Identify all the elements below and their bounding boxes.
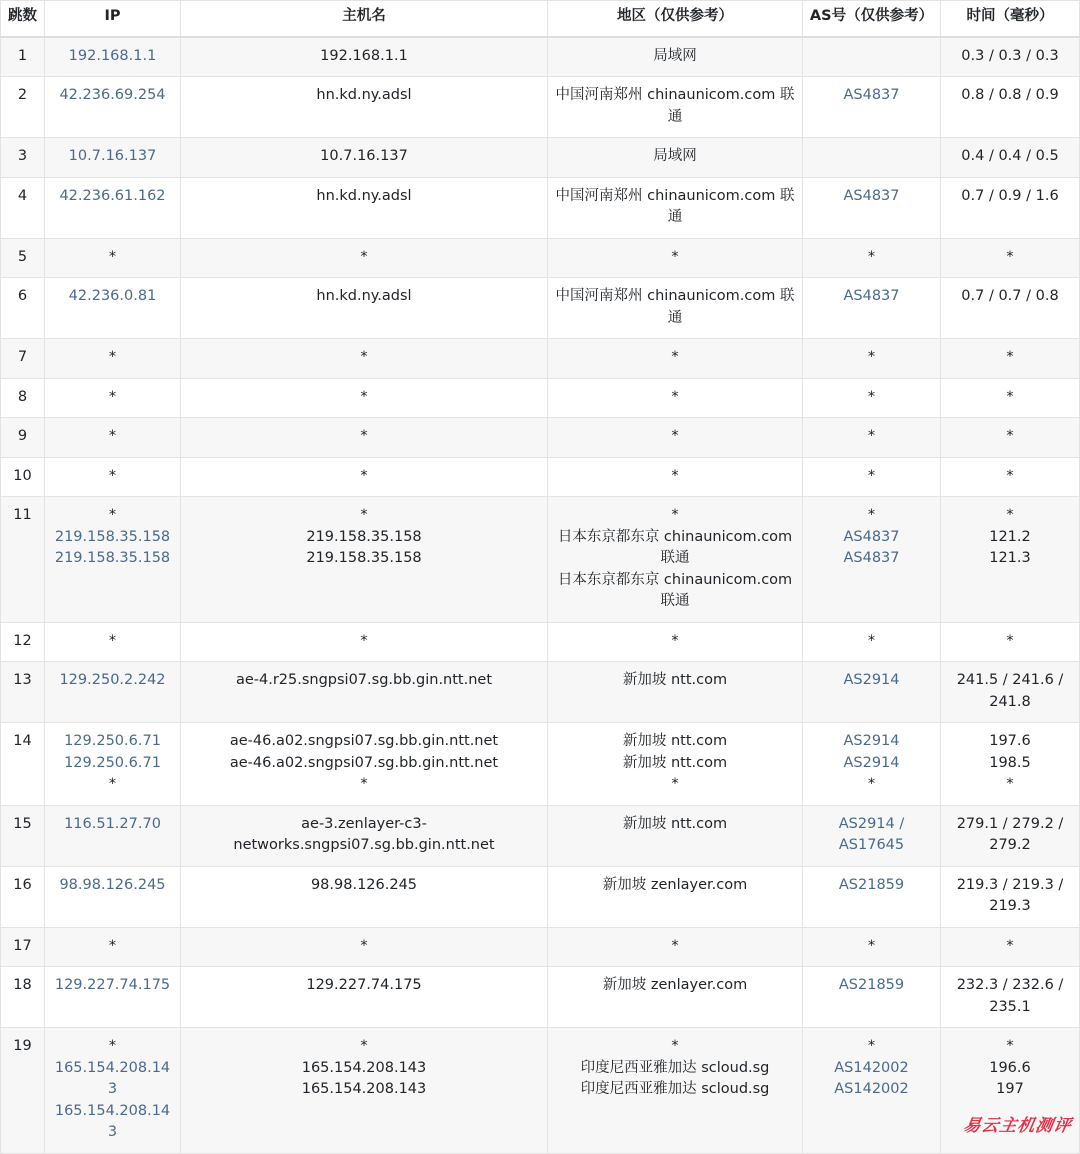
ip-cell: [45, 723, 181, 806]
geo-cell: [548, 497, 803, 623]
time-text: 196.6: [989, 1059, 1031, 1076]
timeout-marker: *: [108, 467, 117, 484]
geo-cell: [548, 967, 803, 1028]
as-cell: [803, 805, 941, 866]
as-cell: [803, 77, 941, 138]
geo-text: 新加坡 ntt.com: [622, 733, 728, 749]
timeout-marker: *: [867, 507, 876, 523]
header-hostname: 主机名: [181, 1, 548, 37]
geo-cell: [548, 622, 803, 662]
hop-number: 13: [1, 662, 45, 723]
hostname-cell: [181, 378, 548, 418]
time-cell: [941, 238, 1080, 278]
geo-cell: [548, 378, 803, 418]
ip-cell: [45, 497, 181, 623]
hop-number: 10: [1, 457, 45, 497]
timeout-marker: *: [867, 428, 876, 444]
time-text: 197.6: [989, 733, 1031, 749]
as-cell: [803, 927, 941, 967]
table-row: [1, 238, 1080, 278]
time-cell: [941, 967, 1080, 1028]
host-text: 219.158.35.158: [306, 550, 422, 566]
as-link[interactable]: AS21859: [838, 876, 905, 893]
hostname-cell: [181, 77, 548, 138]
timeout-marker: *: [867, 776, 876, 792]
as-link[interactable]: AS2914 / AS17645: [838, 815, 905, 853]
time-text: 241.5 / 241.6 / 241.8: [956, 672, 1064, 710]
header-ip: IP: [45, 1, 181, 37]
host-text: ae-4.r25.sngpsi07.sg.bb.gin.ntt.net: [235, 672, 493, 688]
time-cell: [941, 138, 1080, 178]
as-cell: [803, 723, 941, 806]
ip-cell: [45, 37, 181, 77]
ip-link[interactable]: 129.250.2.242: [59, 672, 166, 688]
timeout-marker: *: [360, 248, 368, 265]
time-cell: [941, 77, 1080, 138]
time-cell: [941, 418, 1080, 458]
hop-number: 12: [1, 622, 45, 662]
geo-cell: [548, 662, 803, 723]
hostname-cell: [181, 723, 548, 806]
as-cell: [803, 497, 941, 623]
time-text: 197: [996, 1081, 1024, 1097]
as-cell: [803, 457, 941, 497]
timeout-marker: *: [671, 632, 679, 649]
timeout-marker: *: [360, 507, 368, 523]
timeout-marker: *: [1006, 1038, 1014, 1054]
hop-number: 4: [1, 177, 45, 238]
ip-cell: [45, 805, 181, 866]
timeout-marker: *: [1006, 776, 1014, 792]
host-text: 129.227.74.175: [306, 977, 422, 993]
hostname-cell: [181, 1028, 548, 1154]
ip-cell: [45, 866, 181, 927]
time-text: 121.3: [989, 550, 1031, 566]
host-text: ae-46.a02.sngpsi07.sg.bb.gin.ntt.net: [229, 754, 499, 771]
ip-link[interactable]: 116.51.27.70: [64, 815, 161, 832]
ip-cell: [45, 457, 181, 497]
table-row: [1, 418, 1080, 458]
hop-number: 15: [1, 805, 45, 866]
time-cell: [941, 805, 1080, 866]
timeout-marker: *: [1006, 388, 1014, 405]
ip-cell: [45, 418, 181, 458]
ip-cell: [45, 177, 181, 238]
timeout-marker: *: [108, 1038, 117, 1054]
time-cell: [941, 1028, 1080, 1154]
timeout-marker: *: [1006, 632, 1014, 649]
hostname-cell: [181, 238, 548, 278]
as-link[interactable]: AS142002: [834, 1059, 909, 1076]
hostname-cell: [181, 967, 548, 1028]
host-text: ae-3.zenlayer-c3-networks.sngpsi07.sg.bb.gin.ntt.net: [233, 815, 495, 853]
time-cell: [941, 339, 1080, 379]
geo-cell: [548, 457, 803, 497]
timeout-marker: *: [867, 349, 876, 365]
time-cell: [941, 177, 1080, 238]
timeout-marker: *: [360, 428, 368, 444]
table-row: [1, 622, 1080, 662]
geo-text: 日本东京都东京 chinaunicom.com 联通: [557, 571, 793, 609]
timeout-marker: *: [1006, 428, 1014, 444]
hostname-cell: [181, 805, 548, 866]
header-time: 时间（毫秒）: [941, 1, 1080, 37]
hostname-cell: [181, 339, 548, 379]
ip-link[interactable]: 192.168.1.1: [68, 47, 157, 64]
ip-cell: [45, 622, 181, 662]
timeout-marker: *: [360, 1038, 368, 1054]
ip-cell: [45, 1028, 181, 1154]
as-cell: [803, 418, 941, 458]
ip-link[interactable]: 129.250.6.71: [64, 733, 161, 749]
timeout-marker: *: [360, 388, 368, 405]
time-cell: [941, 497, 1080, 623]
ip-link[interactable]: 219.158.35.158: [54, 550, 171, 566]
time-text: 0.8 / 0.8 / 0.9: [961, 87, 1059, 103]
as-cell: [803, 967, 941, 1028]
hostname-cell: [181, 622, 548, 662]
time-cell: [941, 278, 1080, 339]
time-text: 219.3 / 219.3 / 219.3: [956, 876, 1064, 914]
time-text: 279.1 / 279.2 / 279.2: [956, 815, 1064, 853]
as-cell: [803, 238, 941, 278]
table-body: [1, 37, 1080, 1154]
timeout-marker: *: [360, 776, 368, 792]
timeout-marker: *: [1006, 349, 1014, 365]
timeout-marker: *: [360, 467, 368, 484]
hostname-cell: [181, 278, 548, 339]
time-cell: [941, 37, 1080, 77]
ip-cell: [45, 927, 181, 967]
ip-link[interactable]: 165.154.208.143: [54, 1059, 171, 1097]
ip-cell: [45, 138, 181, 178]
geo-cell: [548, 278, 803, 339]
time-cell: [941, 866, 1080, 927]
ip-link[interactable]: 42.236.69.254: [59, 87, 166, 103]
ip-cell: [45, 967, 181, 1028]
ip-link[interactable]: 129.227.74.175: [54, 977, 171, 993]
hop-number: 11: [1, 497, 45, 623]
host-text: hn.kd.ny.adsl: [316, 288, 412, 304]
time-cell: [941, 457, 1080, 497]
as-cell: [803, 378, 941, 418]
as-link[interactable]: AS2914: [843, 754, 900, 771]
table-row: [1, 177, 1080, 238]
as-link[interactable]: AS21859: [838, 977, 905, 993]
timeout-marker: *: [108, 776, 117, 792]
geo-text: 新加坡 zenlayer.com: [602, 876, 748, 893]
ip-cell: [45, 378, 181, 418]
table-row: [1, 278, 1080, 339]
as-link[interactable]: AS2914: [843, 733, 900, 749]
timeout-marker: *: [867, 937, 876, 954]
timeout-marker: *: [108, 937, 117, 954]
timeout-marker: *: [1006, 937, 1014, 954]
host-text: hn.kd.ny.adsl: [316, 87, 412, 103]
geo-text: 新加坡 zenlayer.com: [602, 977, 748, 993]
geo-text: 印度尼西亚雅加达 scloud.sg: [580, 1059, 770, 1076]
timeout-marker: *: [360, 937, 368, 954]
time-cell: [941, 378, 1080, 418]
timeout-marker: *: [671, 467, 679, 484]
timeout-marker: *: [671, 388, 679, 405]
host-text: hn.kd.ny.adsl: [316, 187, 412, 204]
geo-cell: [548, 1028, 803, 1154]
ip-cell: [45, 77, 181, 138]
as-link[interactable]: AS4837: [843, 288, 900, 304]
ip-link[interactable]: 129.250.6.71: [64, 754, 161, 771]
ip-link[interactable]: 165.154.208.143: [54, 1102, 171, 1140]
hostname-cell: [181, 497, 548, 623]
ip-cell: [45, 278, 181, 339]
table-row: [1, 138, 1080, 178]
watermark: 易云主机测评: [961, 1116, 1074, 1136]
table-header: [1, 1, 1080, 37]
hostname-cell: [181, 927, 548, 967]
geo-cell: [548, 238, 803, 278]
as-link[interactable]: AS4837: [843, 550, 900, 566]
header-row: [1, 1, 1080, 37]
ip-link[interactable]: 10.7.16.137: [68, 148, 157, 164]
timeout-marker: *: [108, 507, 117, 523]
time-cell: [941, 662, 1080, 723]
hop-number: 7: [1, 339, 45, 379]
ip-link[interactable]: 219.158.35.158: [54, 528, 171, 545]
as-cell: [803, 138, 941, 178]
header-hop: 跳数: [1, 1, 45, 37]
hostname-cell: [181, 177, 548, 238]
table-row: [1, 662, 1080, 723]
time-text: 198.5: [989, 754, 1031, 771]
timeout-marker: *: [671, 937, 679, 954]
timeout-marker: *: [867, 388, 876, 405]
hostname-cell: [181, 866, 548, 927]
table-row: [1, 723, 1080, 806]
hop-number: 17: [1, 927, 45, 967]
ip-cell: [45, 339, 181, 379]
hop-number: 8: [1, 378, 45, 418]
hop-number: 3: [1, 138, 45, 178]
geo-cell: [548, 77, 803, 138]
geo-text: 中国河南郑州 chinaunicom.com 联通: [555, 187, 795, 225]
geo-text: 印度尼西亚雅加达 scloud.sg: [580, 1081, 770, 1097]
timeout-marker: *: [867, 632, 876, 649]
table-row: [1, 457, 1080, 497]
geo-cell: [548, 866, 803, 927]
table-row: [1, 77, 1080, 138]
time-cell: [941, 723, 1080, 806]
ip-link[interactable]: 42.236.0.81: [68, 288, 157, 304]
timeout-marker: *: [108, 428, 117, 444]
table-row: [1, 339, 1080, 379]
time-text: 0.3 / 0.3 / 0.3: [961, 47, 1059, 64]
as-cell: [803, 339, 941, 379]
geo-text: 中国河南郑州 chinaunicom.com 联通: [555, 288, 795, 326]
geo-cell: [548, 37, 803, 77]
ip-cell: [45, 238, 181, 278]
table-row: [1, 866, 1080, 927]
hostname-cell: [181, 138, 548, 178]
as-cell: [803, 278, 941, 339]
geo-cell: [548, 339, 803, 379]
ip-cell: [45, 662, 181, 723]
time-text: 0.4 / 0.4 / 0.5: [961, 148, 1059, 164]
timeout-marker: *: [867, 1038, 876, 1054]
timeout-marker: *: [108, 632, 117, 649]
hostname-cell: [181, 457, 548, 497]
as-cell: [803, 622, 941, 662]
time-cell: [941, 622, 1080, 662]
host-text: 192.168.1.1: [320, 47, 408, 64]
as-cell: [803, 177, 941, 238]
geo-text: 局域网: [653, 47, 697, 64]
as-link[interactable]: AS4837: [843, 528, 900, 545]
table-row: [1, 805, 1080, 866]
timeout-marker: *: [108, 388, 117, 405]
geo-text: 日本东京都东京 chinaunicom.com 联通: [557, 528, 793, 566]
timeout-marker: *: [1006, 248, 1014, 265]
timeout-marker: *: [671, 507, 679, 523]
host-text: 165.154.208.143: [301, 1059, 427, 1076]
as-link[interactable]: AS4837: [843, 87, 900, 103]
timeout-marker: *: [1006, 467, 1014, 484]
host-text: ae-46.a02.sngpsi07.sg.bb.gin.ntt.net: [229, 733, 499, 749]
geo-cell: [548, 927, 803, 967]
as-link[interactable]: AS4837: [843, 187, 900, 204]
timeout-marker: *: [671, 1038, 679, 1054]
time-text: 0.7 / 0.9 / 1.6: [961, 187, 1059, 204]
hostname-cell: [181, 418, 548, 458]
hop-number: 6: [1, 278, 45, 339]
geo-text: 新加坡 ntt.com: [622, 672, 728, 688]
hop-number: 2: [1, 77, 45, 138]
as-link[interactable]: AS142002: [834, 1081, 909, 1097]
hop-number: 5: [1, 238, 45, 278]
as-link[interactable]: AS2914: [843, 672, 900, 688]
hop-number: 9: [1, 418, 45, 458]
table-row: [1, 927, 1080, 967]
hop-number: 14: [1, 723, 45, 806]
geo-cell: [548, 723, 803, 806]
geo-cell: [548, 138, 803, 178]
timeout-marker: *: [671, 248, 679, 265]
header-geo: 地区（仅供参考）: [548, 1, 803, 37]
geo-text: 局域网: [653, 148, 697, 164]
host-text: 165.154.208.143: [301, 1081, 427, 1097]
host-text: 10.7.16.137: [320, 148, 408, 164]
hostname-cell: [181, 37, 548, 77]
timeout-marker: *: [671, 349, 679, 365]
timeout-marker: *: [1006, 507, 1014, 523]
timeout-marker: *: [108, 349, 117, 365]
hop-number: 16: [1, 866, 45, 927]
ip-link[interactable]: 98.98.126.245: [59, 876, 166, 893]
hop-number: 18: [1, 967, 45, 1028]
geo-cell: [548, 418, 803, 458]
timeout-marker: *: [671, 428, 679, 444]
host-text: 98.98.126.245: [310, 876, 418, 893]
table-row: [1, 37, 1080, 77]
hop-number: 1: [1, 37, 45, 77]
hop-number: 19: [1, 1028, 45, 1154]
time-text: 232.3 / 232.6 / 235.1: [956, 977, 1064, 1015]
timeout-marker: *: [108, 248, 117, 265]
geo-text: 中国河南郑州 chinaunicom.com 联通: [555, 87, 795, 125]
timeout-marker: *: [360, 349, 368, 365]
as-cell: [803, 662, 941, 723]
geo-cell: [548, 805, 803, 866]
geo-cell: [548, 177, 803, 238]
time-cell: [941, 927, 1080, 967]
timeout-marker: *: [867, 467, 876, 484]
hostname-cell: [181, 662, 548, 723]
time-text: 0.7 / 0.7 / 0.8: [961, 288, 1059, 304]
geo-text: 新加坡 ntt.com: [622, 815, 728, 832]
table-row: [1, 967, 1080, 1028]
timeout-marker: *: [671, 776, 679, 792]
as-cell: [803, 37, 941, 77]
table-row: [1, 378, 1080, 418]
ip-link[interactable]: 42.236.61.162: [59, 187, 166, 204]
time-text: 121.2: [989, 528, 1031, 545]
header-as: AS号（仅供参考）: [803, 1, 941, 37]
geo-text: 新加坡 ntt.com: [622, 754, 728, 771]
table-row: [1, 497, 1080, 623]
as-cell: [803, 1028, 941, 1154]
timeout-marker: *: [867, 248, 876, 265]
as-cell: [803, 866, 941, 927]
timeout-marker: *: [360, 632, 368, 649]
host-text: 219.158.35.158: [306, 528, 422, 545]
table-row: [1, 1028, 1080, 1154]
